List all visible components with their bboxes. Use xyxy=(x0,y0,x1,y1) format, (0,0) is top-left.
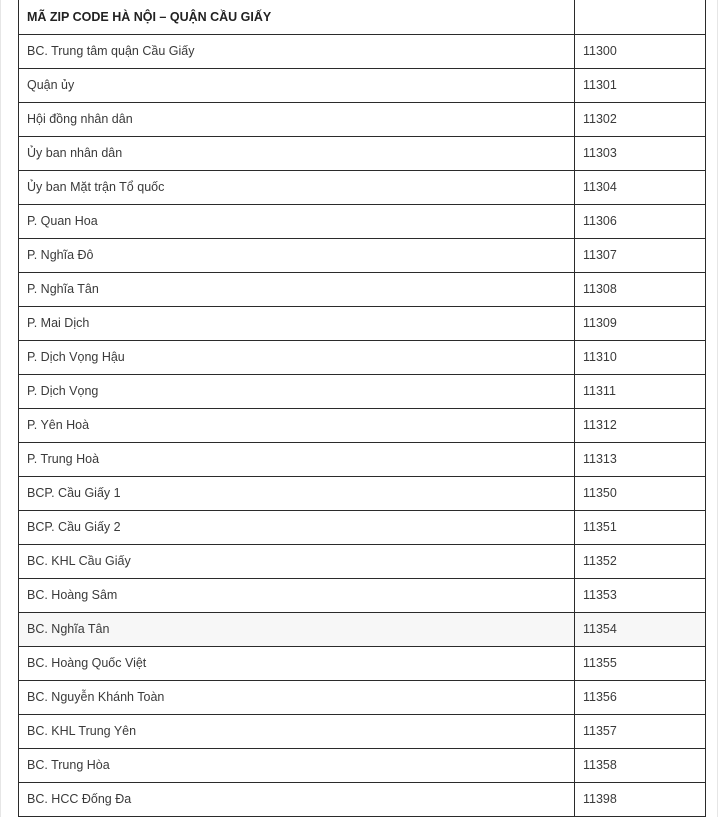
table-row xyxy=(19,783,706,817)
table-row xyxy=(19,239,706,273)
table-header-row xyxy=(19,0,706,35)
zip-code: 11355 xyxy=(575,647,706,681)
table-row xyxy=(19,477,706,511)
left-border xyxy=(0,0,1,817)
post-office-name: P. Nghĩa Tân xyxy=(19,273,575,307)
zip-code: 11313 xyxy=(575,443,706,477)
table-row xyxy=(19,273,706,307)
zip-code: 11350 xyxy=(575,477,706,511)
zip-code: 11307 xyxy=(575,239,706,273)
table-row xyxy=(19,443,706,477)
table-row xyxy=(19,715,706,749)
table-row xyxy=(19,307,706,341)
post-office-name: BCP. Cầu Giấy 2 xyxy=(19,511,575,545)
post-office-name: BC. KHL Trung Yên xyxy=(19,715,575,749)
zip-code: 11354 xyxy=(575,613,706,647)
zip-code: 11302 xyxy=(575,103,706,137)
post-office-name: Quận ủy xyxy=(19,69,575,103)
table-row xyxy=(19,103,706,137)
post-office-name: BC. Trung tâm quận Cầu Giấy xyxy=(19,35,575,69)
zip-code-table-body xyxy=(19,0,706,817)
zip-code: 11353 xyxy=(575,579,706,613)
post-office-name: Hội đồng nhân dân xyxy=(19,103,575,137)
post-office-name: P. Trung Hoà xyxy=(19,443,575,477)
table-row xyxy=(19,681,706,715)
zip-code: 11357 xyxy=(575,715,706,749)
zip-code: 11301 xyxy=(575,69,706,103)
table-row xyxy=(19,341,706,375)
table-title: MÃ ZIP CODE HÀ NỘI – QUẬN CẦU GIẤY xyxy=(19,0,575,35)
table-row xyxy=(19,511,706,545)
post-office-name: BC. Hoàng Quốc Việt xyxy=(19,647,575,681)
zip-code: 11308 xyxy=(575,273,706,307)
post-office-name: BCP. Cầu Giấy 1 xyxy=(19,477,575,511)
table-header-code xyxy=(575,0,706,35)
zip-code: 11309 xyxy=(575,307,706,341)
table-row xyxy=(19,137,706,171)
post-office-name: BC. Hoàng Sâm xyxy=(19,579,575,613)
zip-code: 11310 xyxy=(575,341,706,375)
table-row xyxy=(19,647,706,681)
zip-code: 11312 xyxy=(575,409,706,443)
post-office-name: P. Dịch Vọng Hậu xyxy=(19,341,575,375)
zip-code: 11304 xyxy=(575,171,706,205)
table-row xyxy=(19,69,706,103)
table-row xyxy=(19,545,706,579)
zip-code: 11358 xyxy=(575,749,706,783)
post-office-name: P. Nghĩa Đô xyxy=(19,239,575,273)
zip-code: 11303 xyxy=(575,137,706,171)
table-row xyxy=(19,579,706,613)
post-office-name: P. Mai Dịch xyxy=(19,307,575,341)
post-office-name: BC. Nguyễn Khánh Toàn xyxy=(19,681,575,715)
table-row xyxy=(19,613,706,647)
post-office-name: P. Yên Hoà xyxy=(19,409,575,443)
zip-code: 11356 xyxy=(575,681,706,715)
zip-code: 11351 xyxy=(575,511,706,545)
table-row xyxy=(19,409,706,443)
post-office-name: BC. HCC Đống Đa xyxy=(19,783,575,817)
zip-code: 11311 xyxy=(575,375,706,409)
post-office-name: Ủy ban nhân dân xyxy=(19,137,575,171)
zip-code: 11398 xyxy=(575,783,706,817)
post-office-name: P. Quan Hoa xyxy=(19,205,575,239)
post-office-name: BC. Nghĩa Tân xyxy=(19,613,575,647)
zip-code-table xyxy=(18,0,706,817)
table-row xyxy=(19,375,706,409)
post-office-name: Ủy ban Mặt trận Tổ quốc xyxy=(19,171,575,205)
zip-code: 11306 xyxy=(575,205,706,239)
zip-code: 11300 xyxy=(575,35,706,69)
table-row xyxy=(19,749,706,783)
table-row xyxy=(19,171,706,205)
post-office-name: P. Dịch Vọng xyxy=(19,375,575,409)
table-row xyxy=(19,205,706,239)
table-row xyxy=(19,35,706,69)
post-office-name: BC. KHL Cầu Giấy xyxy=(19,545,575,579)
zip-code: 11352 xyxy=(575,545,706,579)
post-office-name: BC. Trung Hòa xyxy=(19,749,575,783)
